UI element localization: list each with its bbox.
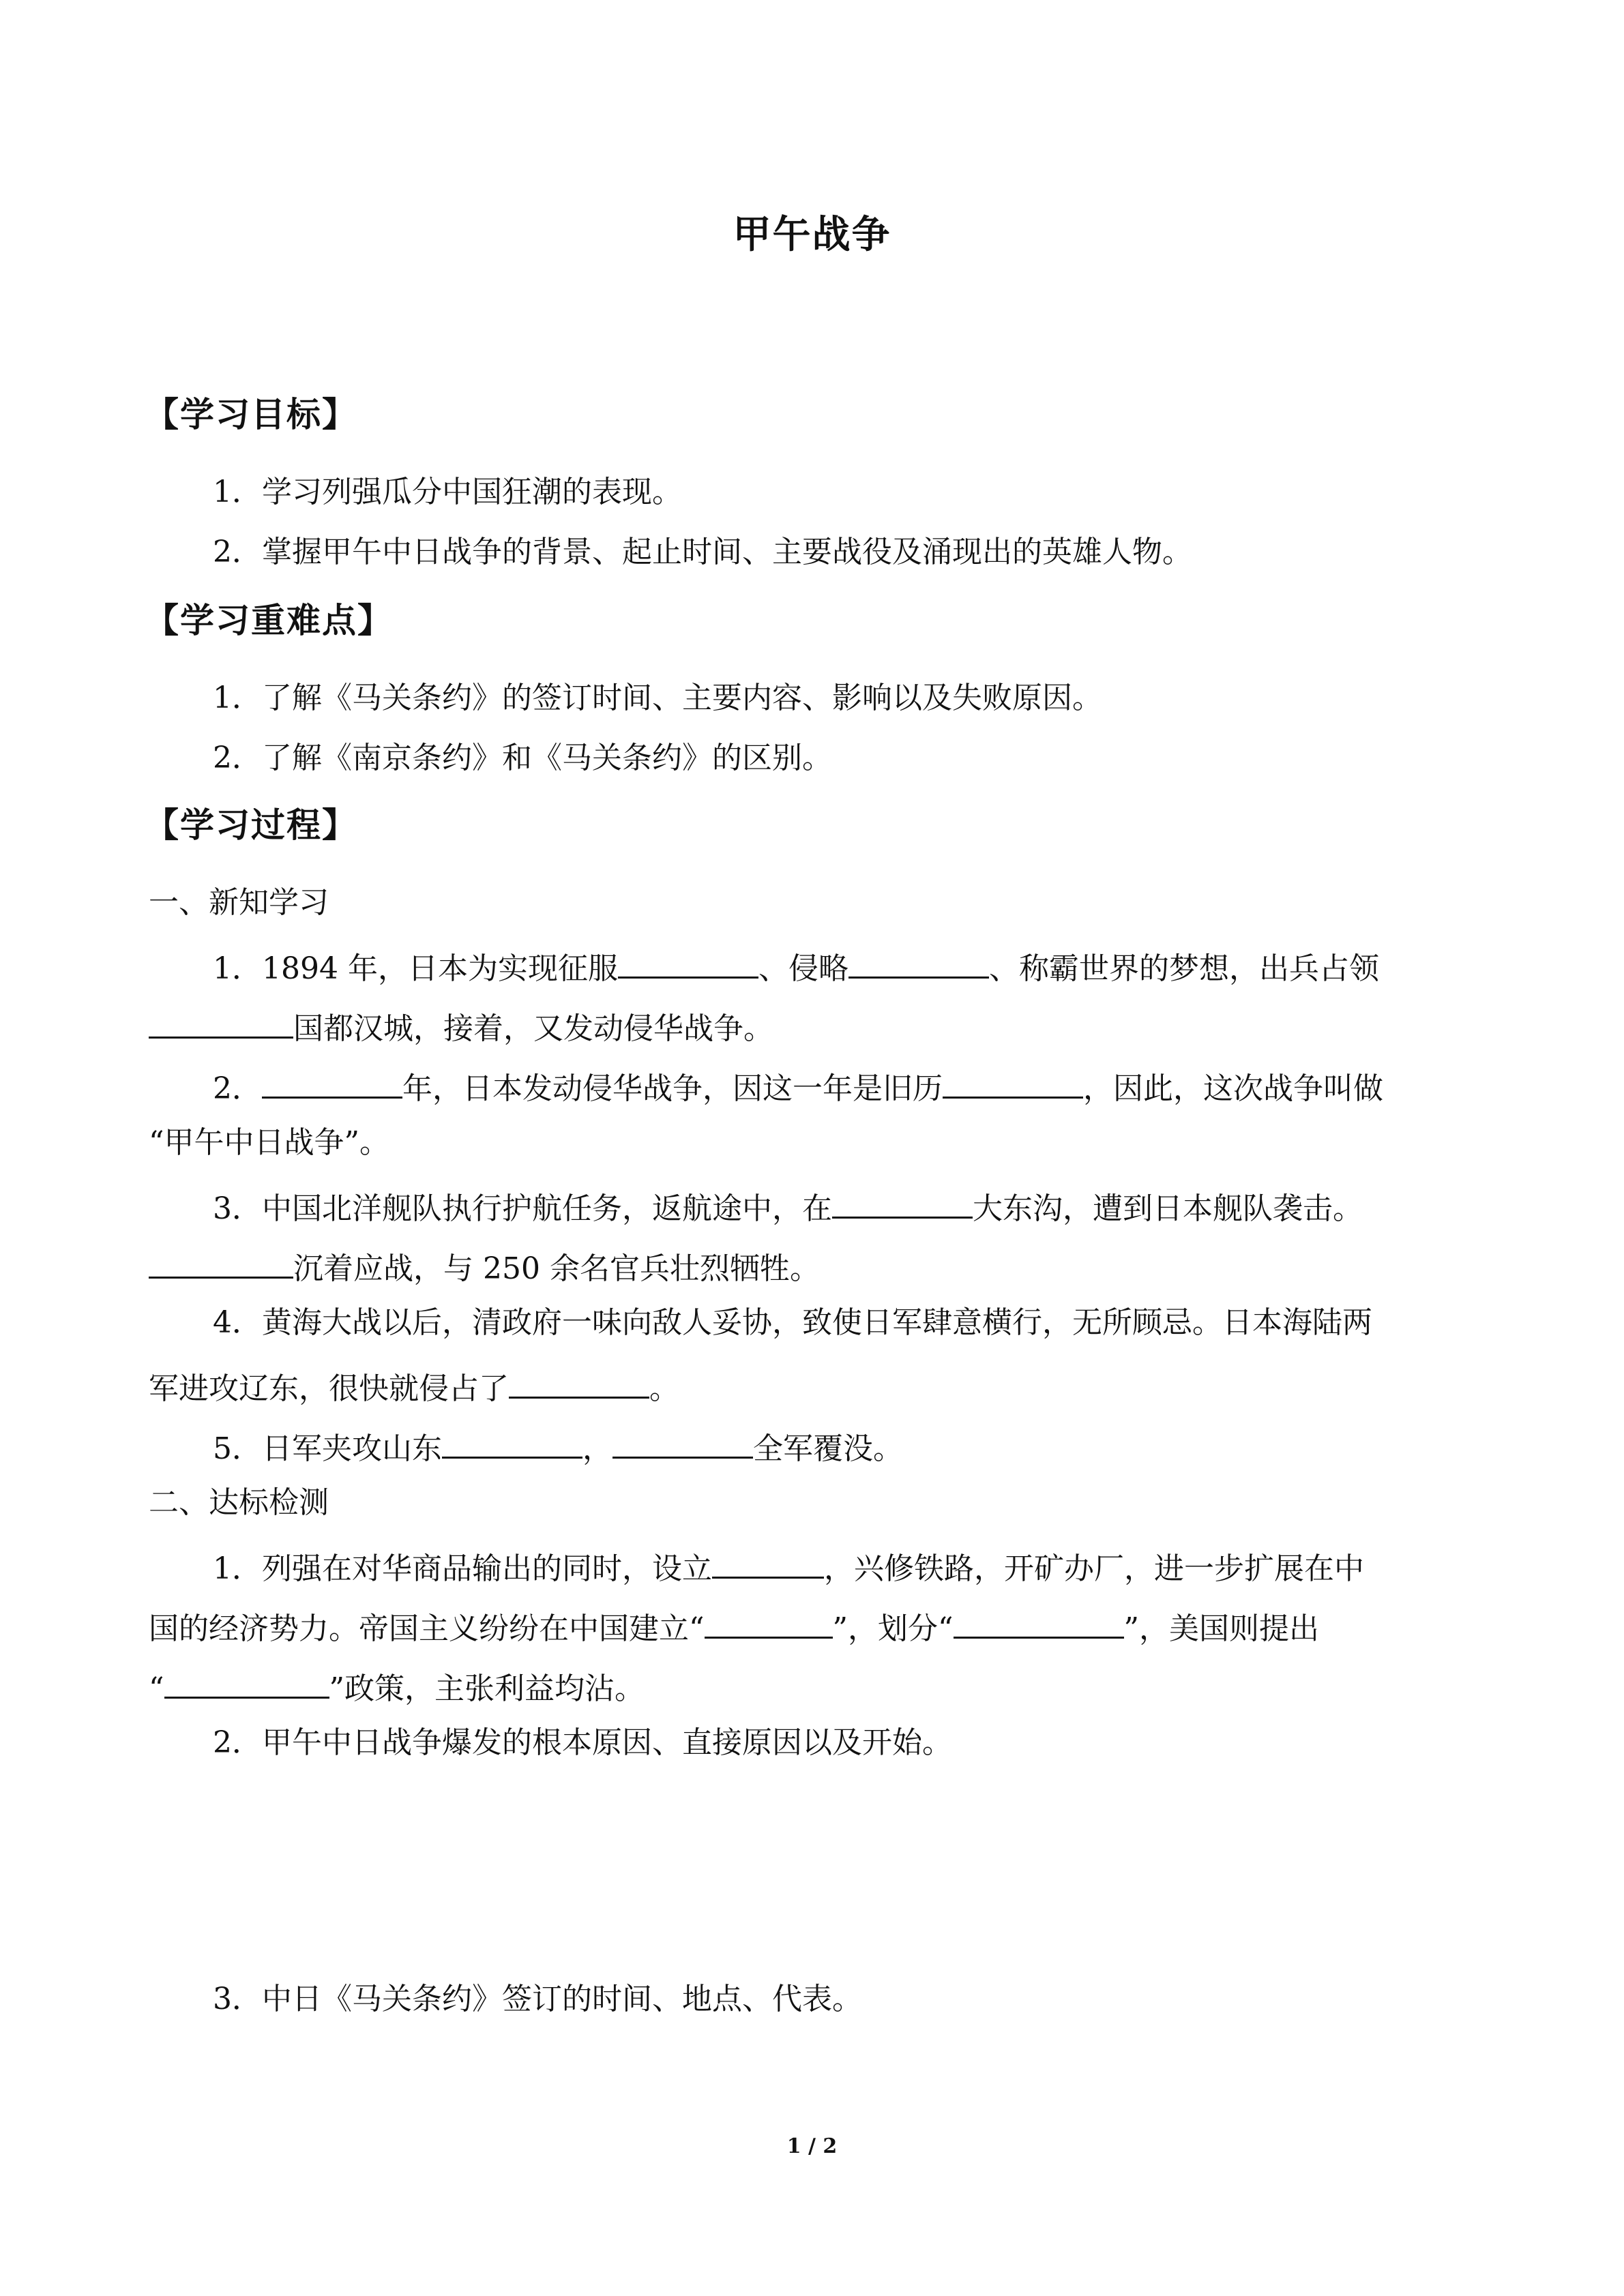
question-1-line-2: 国都汉城，接着，又发动侵华战争。 bbox=[149, 1008, 773, 1044]
page-title: 甲午战争 bbox=[733, 213, 891, 257]
question-4-line-2: 军进攻辽东，很快就侵占了 。 bbox=[149, 1368, 679, 1404]
key-point-item: 1．了解《马关条约》的签订时间、主要内容、影响以及失败原因。 bbox=[213, 681, 1102, 715]
fill-blank[interactable] bbox=[612, 1428, 753, 1459]
fill-blank[interactable] bbox=[149, 1248, 293, 1279]
page-number: 1 / 2 bbox=[786, 2134, 838, 2158]
question-2-line-2: “甲午中日战争”。 bbox=[149, 1125, 389, 1160]
assessment-1-line-2: 国的经济势力。帝国主义纷纷在中国建立“ ”，划分“ ”，美国则提出 bbox=[149, 1608, 1319, 1644]
fill-blank[interactable] bbox=[164, 1668, 329, 1699]
goal-item: 2．掌握甲午中日战争的背景、起止时间、主要战役及涌现出的英雄人物。 bbox=[213, 535, 1192, 569]
section-heading-goals: 【学习目标】 bbox=[145, 395, 357, 434]
part-label-assessment: 二、达标检测 bbox=[149, 1485, 329, 1520]
question-2-line-1: 2． 年，日本发动侵华战争，因这一年是旧历 ，因此，这次战争叫做 bbox=[213, 1068, 1383, 1104]
section-heading-key-points: 【学习重难点】 bbox=[145, 601, 393, 640]
fill-blank[interactable] bbox=[618, 948, 758, 979]
question-3-line-2: 沉着应战，与 250 余名官兵壮烈牺牲。 bbox=[149, 1248, 820, 1284]
fill-blank[interactable] bbox=[943, 1068, 1083, 1099]
fill-blank[interactable] bbox=[832, 1188, 973, 1219]
assessment-1-line-3: “ ”政策，主张利益均沾。 bbox=[149, 1668, 645, 1704]
assessment-3: 3．中日《马关条约》签订的时间、地点、代表。 bbox=[213, 1982, 862, 2016]
fill-blank[interactable] bbox=[705, 1608, 833, 1639]
question-4-line-1: 4．黄海大战以后，清政府一味向敌人妥协，致使日军肆意横行，无所顾忌。日本海陆两 bbox=[213, 1305, 1372, 1340]
goal-item: 1．学习列强瓜分中国狂潮的表现。 bbox=[213, 475, 682, 509]
fill-blank[interactable] bbox=[262, 1068, 402, 1099]
fill-blank[interactable] bbox=[509, 1368, 649, 1399]
question-5-line-1: 5．日军夹攻山东 ， 全军覆没。 bbox=[213, 1428, 903, 1464]
part-label-new-knowledge: 一、新知学习 bbox=[149, 885, 329, 920]
fill-blank[interactable] bbox=[149, 1008, 293, 1039]
key-point-item: 2．了解《南京条约》和《马关条约》的区别。 bbox=[213, 741, 832, 775]
section-heading-process: 【学习过程】 bbox=[145, 805, 357, 845]
fill-blank[interactable] bbox=[954, 1608, 1124, 1639]
question-3-line-1: 3．中国北洋舰队执行护航任务，返航途中，在 大东沟，遭到日本舰队袭击。 bbox=[213, 1188, 1363, 1224]
question-1-line-1: 1．1894 年，日本为实现征服 、侵略 、称霸世界的梦想，出兵占领 bbox=[213, 948, 1379, 984]
fill-blank[interactable] bbox=[848, 948, 989, 979]
fill-blank[interactable] bbox=[712, 1548, 824, 1579]
assessment-1-line-1: 1．列强在对华商品输出的同时，设立 ，兴修铁路，开矿办厂，进一步扩展在中 bbox=[213, 1548, 1364, 1584]
assessment-2: 2．甲午中日战争爆发的根本原因、直接原因以及开始。 bbox=[213, 1725, 952, 1760]
fill-blank[interactable] bbox=[442, 1428, 582, 1459]
